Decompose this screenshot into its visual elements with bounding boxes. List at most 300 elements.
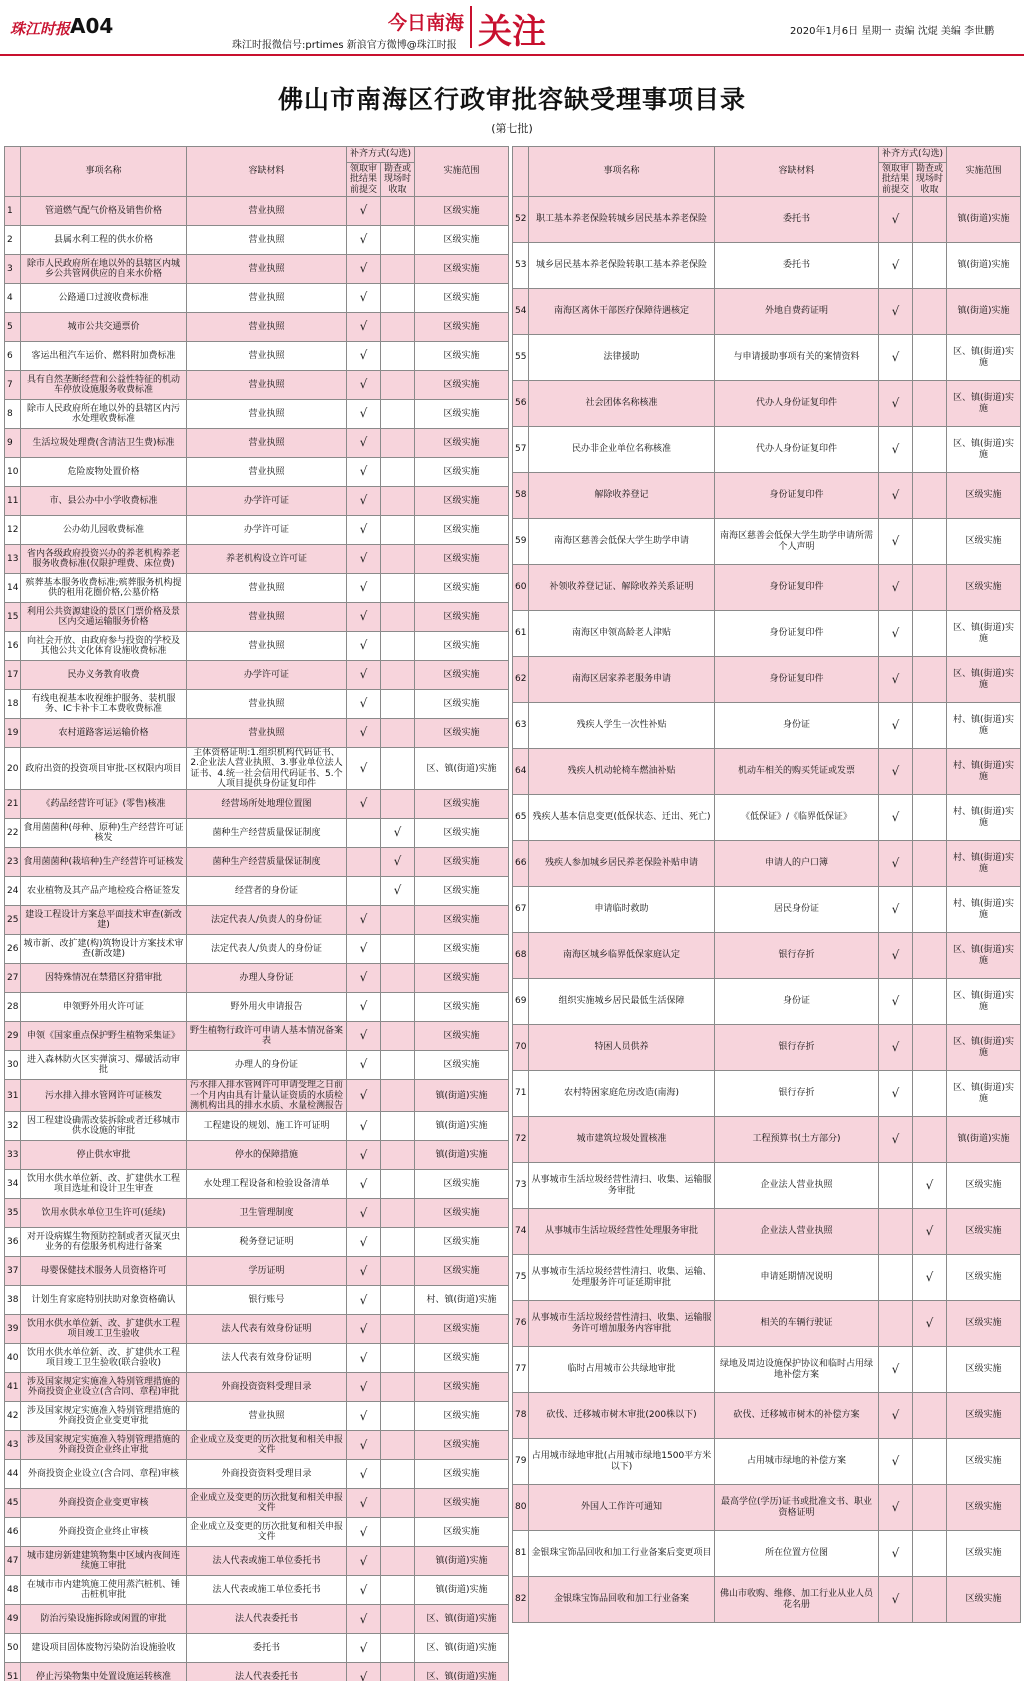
material-cell: 身份证复印件 — [715, 611, 879, 657]
method-b-check: √ — [913, 1209, 947, 1255]
row-number: 33 — [5, 1141, 21, 1170]
scope-cell: 区级实施 — [415, 487, 509, 516]
material-cell: 法人代表有效身份证明 — [187, 1344, 347, 1373]
method-b-check — [381, 790, 415, 819]
material-cell: 企业成立及变更的历次批复和相关申报文件 — [187, 1518, 347, 1547]
material-cell: 相关的车辆行驶证 — [715, 1301, 879, 1347]
method-b-check — [381, 1228, 415, 1257]
method-a-check: √ — [879, 749, 913, 795]
method-a-check: √ — [347, 1605, 381, 1634]
method-b-check — [381, 429, 415, 458]
scope-cell: 区级实施 — [947, 519, 1021, 565]
material-cell: 代办人身份证复印件 — [715, 381, 879, 427]
item-name: 残疾人参加城乡居民养老保险补贴申请 — [529, 841, 715, 887]
scope-cell: 区级实施 — [415, 1460, 509, 1489]
row-number: 51 — [5, 1663, 21, 1681]
method-b-check — [381, 935, 415, 964]
method-b-check — [913, 1025, 947, 1071]
item-name: 民办非企业单位名称核准 — [529, 427, 715, 473]
method-a-check: √ — [879, 611, 913, 657]
row-number: 7 — [5, 371, 21, 400]
material-cell: 银行存折 — [715, 933, 879, 979]
method-b-check — [913, 795, 947, 841]
method-b-check — [913, 473, 947, 519]
item-name: 特困人员供养 — [529, 1025, 715, 1071]
scope-cell: 区级实施 — [415, 848, 509, 877]
method-a-check: √ — [879, 1117, 913, 1163]
material-cell: 停水的保障措施 — [187, 1141, 347, 1170]
material-cell: 申请人的户口簿 — [715, 841, 879, 887]
method-a-check: √ — [879, 289, 913, 335]
material-cell: 工程预算书(土方部分) — [715, 1117, 879, 1163]
item-name: 食用菌菌种(栽培种)生产经营许可证核发 — [21, 848, 187, 877]
table-row — [513, 1071, 1021, 1117]
method-a-check: √ — [347, 255, 381, 284]
item-name: 计划生育家庭特别扶助对象资格确认 — [21, 1286, 187, 1315]
scope-cell: 区、镇(街道)实施 — [947, 427, 1021, 473]
scope-cell: 村、镇(街道)实施 — [947, 795, 1021, 841]
row-number: 61 — [513, 611, 529, 657]
method-b-check — [381, 719, 415, 748]
method-a-check: √ — [879, 381, 913, 427]
scope-cell: 区级实施 — [415, 226, 509, 255]
scope-cell: 镇(街道)实施 — [947, 289, 1021, 335]
method-b-check — [381, 458, 415, 487]
material-cell: 法人代表委托书 — [187, 1605, 347, 1634]
material-cell: 占用城市绿地的补偿方案 — [715, 1439, 879, 1485]
table-row — [513, 565, 1021, 611]
method-b-check — [913, 381, 947, 427]
table-row — [5, 1199, 509, 1228]
scope-cell: 区级实施 — [415, 661, 509, 690]
table-row — [513, 979, 1021, 1025]
table-row — [5, 603, 509, 632]
row-number: 41 — [5, 1373, 21, 1402]
row-number: 64 — [513, 749, 529, 795]
table-row — [5, 1170, 509, 1199]
method-a-check: √ — [879, 887, 913, 933]
table-row — [5, 313, 509, 342]
table-row — [5, 935, 509, 964]
table-row — [513, 1255, 1021, 1301]
scope-cell: 区级实施 — [415, 1051, 509, 1080]
table-row — [513, 1531, 1021, 1577]
row-number: 63 — [513, 703, 529, 749]
row-number: 28 — [5, 993, 21, 1022]
method-a-check: √ — [347, 1112, 381, 1141]
item-name: 民办义务教育收费 — [21, 661, 187, 690]
material-cell: 身份证复印件 — [715, 565, 879, 611]
material-cell: 办理人的身份证 — [187, 1051, 347, 1080]
material-cell: 企业成立及变更的历次批复和相关申报文件 — [187, 1489, 347, 1518]
masthead — [0, 0, 1024, 56]
method-b-check — [381, 1431, 415, 1460]
method-a-check: √ — [347, 632, 381, 661]
method-b-check — [913, 887, 947, 933]
table-row — [513, 657, 1021, 703]
table-row — [5, 545, 509, 574]
row-number: 65 — [513, 795, 529, 841]
method-b-check — [381, 993, 415, 1022]
scope-cell: 区级实施 — [415, 1518, 509, 1547]
scope-cell: 区级实施 — [415, 1257, 509, 1286]
material-cell: 营业执照 — [187, 313, 347, 342]
scope-cell: 区、镇(街道)实施 — [947, 1071, 1021, 1117]
item-name: 省内各级政府投资兴办的养老机构养老服务收费标准(仅限护理费、床位费) — [21, 545, 187, 574]
method-a-check: √ — [347, 1547, 381, 1576]
scope-cell: 区级实施 — [415, 255, 509, 284]
material-cell: 办理人身份证 — [187, 964, 347, 993]
method-b-check — [381, 1460, 415, 1489]
method-b-check — [913, 1347, 947, 1393]
item-name: 临时占用城市公共绿地审批 — [529, 1347, 715, 1393]
scope-cell: 镇(街道)实施 — [415, 1547, 509, 1576]
item-name: 南海区申领高龄老人津贴 — [529, 611, 715, 657]
item-name: 解除收养登记 — [529, 473, 715, 519]
method-a-check: √ — [879, 1439, 913, 1485]
item-name: 在城市市内建筑施工使用蒸汽桩机、锤击桩机审批 — [21, 1576, 187, 1605]
method-a-check: √ — [347, 1489, 381, 1518]
row-number: 55 — [513, 335, 529, 381]
method-b-check — [913, 197, 947, 243]
method-a-check: √ — [879, 703, 913, 749]
material-cell: 银行存折 — [715, 1025, 879, 1071]
page-number: A04 — [70, 14, 114, 38]
method-a-check: √ — [879, 565, 913, 611]
item-name: 涉及国家规定实施准入特别管理措施的外商投资企业设立(含合同、章程)审批 — [21, 1373, 187, 1402]
material-cell: 营业执照 — [187, 255, 347, 284]
material-cell: 卫生管理制度 — [187, 1199, 347, 1228]
table-row — [513, 243, 1021, 289]
scope-cell: 区级实施 — [947, 1439, 1021, 1485]
method-b-check: √ — [381, 877, 415, 906]
row-number: 82 — [513, 1577, 529, 1623]
method-b-check — [913, 1439, 947, 1485]
scope-cell: 村、镇(街道)实施 — [947, 887, 1021, 933]
item-name: 饮用水供水单位卫生许可(延续) — [21, 1199, 187, 1228]
method-b-check — [913, 657, 947, 703]
table-row — [513, 1347, 1021, 1393]
method-b-check — [381, 1051, 415, 1080]
method-b-check: √ — [913, 1255, 947, 1301]
method-b-check — [381, 1489, 415, 1518]
method-a-check: √ — [879, 1025, 913, 1071]
row-number: 16 — [5, 632, 21, 661]
method-b-check — [913, 703, 947, 749]
table-row — [513, 1439, 1021, 1485]
material-cell: 污水排入排水管网许可申请受理之日前一个月内由具有计量认证资质的水质检测机构出具的排水水质、水量检测报告 — [187, 1080, 347, 1112]
method-a-check: √ — [347, 1022, 381, 1051]
scope-cell: 区、镇(街道)实施 — [947, 979, 1021, 1025]
row-number: 36 — [5, 1228, 21, 1257]
method-a-check: √ — [347, 1663, 381, 1681]
row-number: 24 — [5, 877, 21, 906]
item-name: 从事城市生活垃圾经营性清扫、收集、运输服务审批 — [529, 1163, 715, 1209]
material-cell: 营业执照 — [187, 284, 347, 313]
header-material: 容缺材料 — [715, 147, 879, 197]
method-b-check — [381, 1547, 415, 1576]
material-cell: 砍伐、迁移城市树木的补偿方案 — [715, 1393, 879, 1439]
method-a-check — [879, 1255, 913, 1301]
item-name: 县属水利工程的供水价格 — [21, 226, 187, 255]
method-a-check: √ — [347, 935, 381, 964]
table-row — [5, 1344, 509, 1373]
material-cell: 营业执照 — [187, 342, 347, 371]
row-number: 72 — [513, 1117, 529, 1163]
method-b-check — [381, 1112, 415, 1141]
method-a-check: √ — [347, 574, 381, 603]
header-no — [5, 147, 21, 197]
header-method-a: 领取审批结果前提交 — [879, 163, 913, 197]
scope-cell: 区级实施 — [947, 1301, 1021, 1347]
row-number: 81 — [513, 1531, 529, 1577]
item-name: 饮用水供水单位新、改、扩建供水工程项目选址和设计卫生审查 — [21, 1170, 187, 1199]
material-cell: 营业执照 — [187, 371, 347, 400]
scope-cell: 区、镇(街道)实施 — [947, 611, 1021, 657]
material-cell: 税务登记证明 — [187, 1228, 347, 1257]
row-number: 75 — [513, 1255, 529, 1301]
scope-cell: 区级实施 — [415, 877, 509, 906]
method-b-check — [913, 427, 947, 473]
row-number: 45 — [5, 1489, 21, 1518]
method-a-check: √ — [347, 1080, 381, 1112]
table-row — [513, 289, 1021, 335]
material-cell: 菌种生产经营质量保证制度 — [187, 848, 347, 877]
method-a-check: √ — [879, 519, 913, 565]
method-a-check: √ — [347, 1431, 381, 1460]
table-row — [5, 197, 509, 226]
method-a-check: √ — [347, 284, 381, 313]
method-b-check — [381, 487, 415, 516]
table-row — [5, 790, 509, 819]
item-name: 食用菌菌种(母种、原种)生产经营许可证核发 — [21, 819, 187, 848]
material-cell: 营业执照 — [187, 1402, 347, 1431]
material-cell: 委托书 — [715, 197, 879, 243]
table-row — [5, 487, 509, 516]
method-a-check: √ — [879, 1531, 913, 1577]
item-name: 政府出资的投资项目审批-区权限内项目 — [21, 748, 187, 790]
material-cell: 养老机构设立许可证 — [187, 545, 347, 574]
row-number: 53 — [513, 243, 529, 289]
method-b-check — [381, 1199, 415, 1228]
section-name: 今日南海 — [388, 12, 465, 34]
table-row — [513, 381, 1021, 427]
method-b-check — [913, 289, 947, 335]
material-cell: 办学许可证 — [187, 516, 347, 545]
method-a-check: √ — [347, 313, 381, 342]
row-number: 52 — [513, 197, 529, 243]
material-cell: 法人代表或施工单位委托书 — [187, 1576, 347, 1605]
scope-cell: 区级实施 — [947, 1255, 1021, 1301]
scope-cell: 区级实施 — [415, 935, 509, 964]
table-row — [513, 1163, 1021, 1209]
material-cell: 机动车相关的购买凭证或发票 — [715, 749, 879, 795]
material-cell: 绿地及周边设施保护协议和临时占用绿地补偿方案 — [715, 1347, 879, 1393]
item-name: 建设项目固体废物污染防治设施验收 — [21, 1634, 187, 1663]
method-b-check — [381, 1373, 415, 1402]
method-b-check — [913, 519, 947, 565]
row-number: 80 — [513, 1485, 529, 1531]
item-name: 南海区离休干部医疗保障待遇核定 — [529, 289, 715, 335]
scope-cell: 镇(街道)实施 — [947, 197, 1021, 243]
item-name: 除市人民政府所在地以外的县辖区内污水处理收费标准 — [21, 400, 187, 429]
method-a-check: √ — [879, 657, 913, 703]
newspaper-logo: 珠江时报 — [10, 20, 71, 38]
method-a-check: √ — [347, 1170, 381, 1199]
table-row — [513, 795, 1021, 841]
row-number: 6 — [5, 342, 21, 371]
material-cell: 营业执照 — [187, 574, 347, 603]
scope-cell: 村、镇(街道)实施 — [947, 841, 1021, 887]
method-a-check: √ — [879, 1071, 913, 1117]
scope-cell: 区级实施 — [415, 690, 509, 719]
table-row — [5, 1141, 509, 1170]
scope-cell: 镇(街道)实施 — [415, 1141, 509, 1170]
row-number: 8 — [5, 400, 21, 429]
table-row — [5, 1257, 509, 1286]
table-row — [513, 1025, 1021, 1071]
item-name: 外商投资企业变更审核 — [21, 1489, 187, 1518]
method-a-check: √ — [347, 1286, 381, 1315]
header-scope: 实施范围 — [947, 147, 1021, 197]
method-b-check: √ — [913, 1163, 947, 1209]
scope-cell: 区级实施 — [415, 429, 509, 458]
method-b-check — [381, 690, 415, 719]
scope-cell: 区级实施 — [415, 313, 509, 342]
method-a-check: √ — [347, 790, 381, 819]
method-a-check: √ — [347, 1315, 381, 1344]
row-number: 59 — [513, 519, 529, 565]
material-cell: 营业执照 — [187, 226, 347, 255]
item-name: 城市建筑垃圾处置核准 — [529, 1117, 715, 1163]
item-name: 外商投资企业设立(含合同、章程)审核 — [21, 1460, 187, 1489]
scope-cell: 区级实施 — [947, 1163, 1021, 1209]
material-cell: 最高学位(学历)证书或批准文书、职业资格证明 — [715, 1485, 879, 1531]
item-name: 有线电视基本收视维护服务、装机服务、IC卡补卡工本费收费标准 — [21, 690, 187, 719]
material-cell: 外地自费药证明 — [715, 289, 879, 335]
header-method-group: 补齐方式(勾选) — [879, 147, 947, 163]
material-cell: 居民身份证 — [715, 887, 879, 933]
material-cell: 办学许可证 — [187, 487, 347, 516]
table-row — [5, 284, 509, 313]
item-name: 南海区城乡临界低保家庭认定 — [529, 933, 715, 979]
material-cell: 野外用火申请报告 — [187, 993, 347, 1022]
scope-cell: 区级实施 — [415, 284, 509, 313]
table-row — [5, 429, 509, 458]
table-row — [513, 1301, 1021, 1347]
material-cell: 企业成立及变更的历次批复和相关申报文件 — [187, 1431, 347, 1460]
method-a-check — [347, 848, 381, 877]
material-cell: 营业执照 — [187, 632, 347, 661]
item-name: 公路通口过渡收费标准 — [21, 284, 187, 313]
method-a-check: √ — [347, 661, 381, 690]
row-number: 14 — [5, 574, 21, 603]
method-a-check — [879, 1209, 913, 1255]
table-row — [5, 964, 509, 993]
material-cell: 营业执照 — [187, 603, 347, 632]
method-b-check — [913, 1577, 947, 1623]
item-name: 进入森林防火区实弹演习、爆破活动审批 — [21, 1051, 187, 1080]
method-b-check — [381, 1286, 415, 1315]
method-a-check: √ — [879, 427, 913, 473]
item-name: 残疾人基本信息变更(低保状态、迁出、死亡) — [529, 795, 715, 841]
method-a-check: √ — [879, 1347, 913, 1393]
item-name: 残疾人学生一次性补贴 — [529, 703, 715, 749]
method-b-check — [913, 565, 947, 611]
row-number: 13 — [5, 545, 21, 574]
material-cell: 办学许可证 — [187, 661, 347, 690]
material-cell: 法人代表委托书 — [187, 1663, 347, 1681]
table-row — [5, 1286, 509, 1315]
table-row — [5, 690, 509, 719]
row-number: 47 — [5, 1547, 21, 1576]
header-item: 事项名称 — [529, 147, 715, 197]
method-b-check — [913, 335, 947, 381]
table-row — [513, 841, 1021, 887]
scope-cell: 区级实施 — [415, 632, 509, 661]
method-b-check — [381, 1344, 415, 1373]
scope-cell: 区级实施 — [415, 964, 509, 993]
method-b-check — [381, 632, 415, 661]
method-a-check: √ — [879, 1577, 913, 1623]
method-b-check — [381, 1257, 415, 1286]
method-b-check — [913, 1485, 947, 1531]
material-cell: 营业执照 — [187, 690, 347, 719]
item-name: 法律援助 — [529, 335, 715, 381]
method-a-check: √ — [347, 1634, 381, 1663]
method-b-check — [381, 1170, 415, 1199]
row-number: 1 — [5, 197, 21, 226]
table-row — [5, 1431, 509, 1460]
method-a-check: √ — [879, 473, 913, 519]
method-b-check — [381, 661, 415, 690]
method-b-check — [381, 313, 415, 342]
row-number: 54 — [513, 289, 529, 335]
item-name: 组织实施城乡居民最低生活保障 — [529, 979, 715, 1025]
row-number: 22 — [5, 819, 21, 848]
scope-cell: 区、镇(街道)实施 — [947, 335, 1021, 381]
item-name: 申领野外用火许可证 — [21, 993, 187, 1022]
method-b-check — [381, 197, 415, 226]
item-name: 因特殊情况在禁猎区狩猎审批 — [21, 964, 187, 993]
row-number: 21 — [5, 790, 21, 819]
scope-cell: 区级实施 — [415, 1489, 509, 1518]
item-name: 涉及国家规定实施准入特别管理措施的外商投资企业终止审批 — [21, 1431, 187, 1460]
method-a-check: √ — [347, 603, 381, 632]
scope-cell: 区级实施 — [415, 371, 509, 400]
table-row — [513, 335, 1021, 381]
scope-cell: 区级实施 — [947, 1393, 1021, 1439]
method-a-check: √ — [347, 1402, 381, 1431]
material-cell: 法人代表或施工单位委托书 — [187, 1547, 347, 1576]
scope-cell: 镇(街道)实施 — [415, 1112, 509, 1141]
row-number: 78 — [513, 1393, 529, 1439]
material-cell: 佛山市收购、维修、加工行业从业人员花名册 — [715, 1577, 879, 1623]
method-b-check — [381, 906, 415, 935]
method-b-check — [381, 1518, 415, 1547]
scope-cell: 区级实施 — [415, 1315, 509, 1344]
method-b-check — [381, 255, 415, 284]
method-a-check: √ — [347, 1344, 381, 1373]
item-name: 防治污染设施拆除或闲置的审批 — [21, 1605, 187, 1634]
scope-cell: 区级实施 — [415, 603, 509, 632]
row-number: 27 — [5, 964, 21, 993]
dateline: 2020年1月6日 星期一 责编 沈焜 美编 李世鹏 — [790, 26, 995, 37]
table-row — [5, 1489, 509, 1518]
table-row — [5, 226, 509, 255]
scope-cell: 区级实施 — [415, 819, 509, 848]
item-name: 金银珠宝饰品回收和加工行业备案 — [529, 1577, 715, 1623]
